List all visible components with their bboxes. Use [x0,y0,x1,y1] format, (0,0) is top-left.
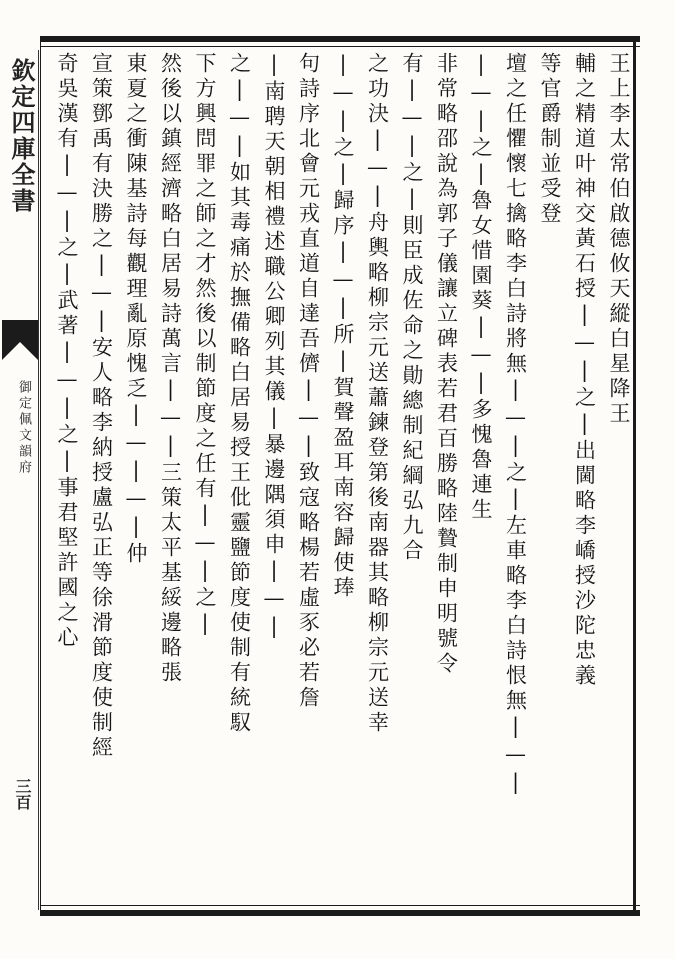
top-border [40,36,640,42]
left-border [40,36,41,916]
text-column: |南聘天朝相禮述職公卿列其儀|暴邊隅須申|—| [262,52,286,642]
text-column: 王上李太常伯啟德攸天縱白星降王 [607,52,631,427]
text-column: 之功決|—|舟輿略柳宗元送蕭鍊登第後南器其略柳宗元送幸 [365,52,390,736]
text-column: 奇吳漢有|—|之|武著|—|之|事君堅許國之心 [55,52,79,651]
text-column: 之|—|如其毒痛於撫備略白居易授王仳靈鹽節度使制有統馭 [227,52,252,736]
margin-book-title: 欽定四庫全書 [7,58,36,214]
text-column: 然後以鎮經濟略白居易詩萬言|—|三策太平基綏邊略張 [158,52,183,686]
text-column: 等官爵制並受登 [538,52,562,227]
text-column: |—|之|歸序|—|所|賀聲盈耳南容歸使琫 [331,52,355,601]
text-column: 東夏之衝陳基詩每觀理亂原愧乏|—|—|仲 [124,52,148,567]
bottom-border [40,910,640,916]
text-column: 非常略邵說為郭子儀讓立碑表若君百勝略陸贄制申明號令 [434,52,459,677]
text-column: 句詩序北會元戎直道自達吾儕|—|致寇略楊若虛豕必若詹 [296,52,321,711]
margin-page-number: 三百 [13,778,32,810]
page-margin-strip [2,50,39,910]
margin-work-title: 御定佩文韻府 [16,380,31,476]
bottom-inner-border [40,905,640,906]
text-column: |—|之|魯女惜園葵|—|多愧魯連生 [469,52,493,523]
text-column: 宣策鄧禹有決勝之|—|安人略李納授盧弘正等徐滑節度使制經 [89,52,114,761]
text-column: 輔之精道叶神交黃石授|—|之|出閫略李嶠授沙陀忠義 [572,52,597,689]
top-inner-border [40,46,640,47]
fish-tail-mark [2,320,38,360]
text-column: 壇之任懼懷七擒略李白詩將無|—|之|左車略李白詩恨無|—| [503,52,528,798]
text-column: 下方興問罪之師之才然後以制節度之任有|—|之| [193,52,217,639]
text-column: 有|—|之|則臣成佐命之勛總制紀綱弘九合 [400,52,424,564]
